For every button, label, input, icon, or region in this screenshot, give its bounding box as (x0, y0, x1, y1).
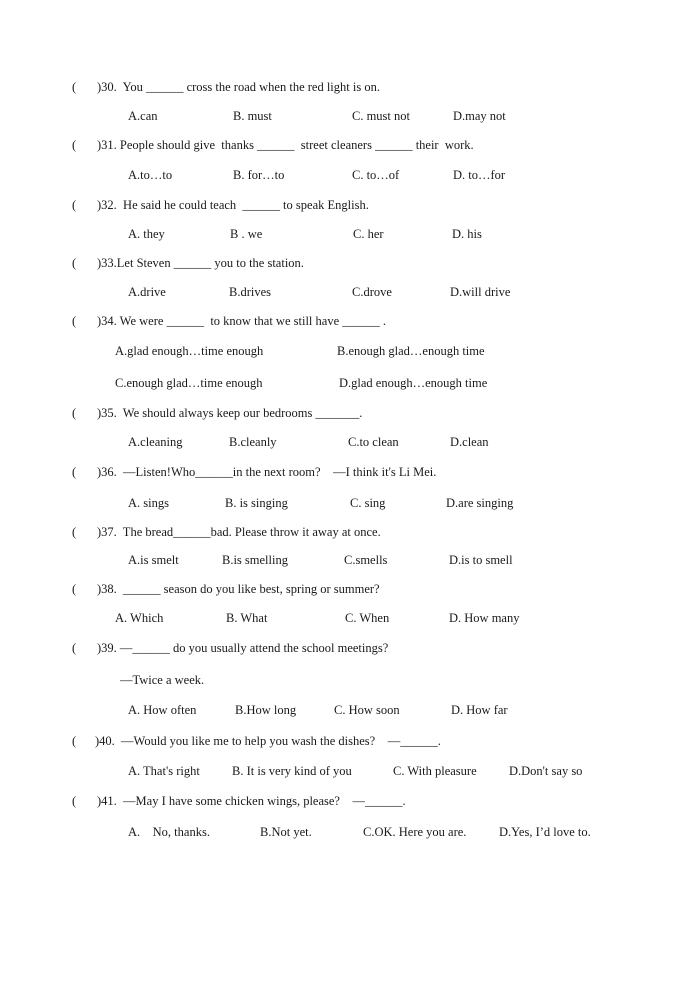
option-a: A. That's right (128, 764, 200, 778)
answer-bracket[interactable]: ( (72, 734, 77, 748)
option-c: C. sing (350, 496, 386, 510)
option-a: A.is smelt (128, 553, 179, 567)
option-b: B.is smelling (222, 553, 288, 567)
option-b: B. must (233, 109, 272, 123)
option-b: B.How long (235, 703, 297, 717)
question-stem: )37. The bread______bad. Please throw it away at once. (97, 525, 381, 539)
question-stem: )35. We should always keep our bedrooms _______. (97, 406, 363, 420)
answer-bracket[interactable]: ( (72, 80, 77, 94)
option-d: D.will drive (450, 285, 511, 299)
option-d: D.are singing (446, 496, 514, 510)
question-stem: )30. You ______ cross the road when the red light is on. (97, 80, 380, 94)
question-stem: )38. ______ season do you like best, spring or summer? (97, 582, 380, 596)
option-b: B. It is very kind of you (232, 764, 352, 778)
option-b: B.Not yet. (260, 825, 312, 839)
option-a: A. they (128, 227, 165, 241)
option-d: D. How far (451, 703, 508, 717)
option-a: A.drive (128, 285, 166, 299)
option-c: C.enough glad…time enough (115, 376, 263, 390)
option-c: C.to clean (348, 435, 399, 449)
question-stem: )40. —Would you like me to help you wash the dishes? —______. (95, 734, 441, 748)
option-b: B.enough glad…enough time (337, 344, 485, 358)
option-c: C. must not (352, 109, 410, 123)
option-a: A. Which (115, 611, 164, 625)
option-d: D. his (452, 227, 482, 241)
answer-bracket[interactable]: ( (72, 314, 77, 328)
answer-bracket[interactable]: ( (72, 525, 77, 539)
option-d: D.glad enough…enough time (339, 376, 488, 390)
answer-bracket[interactable]: ( (72, 794, 77, 808)
answer-bracket[interactable]: ( (72, 582, 77, 596)
option-a: A.can (128, 109, 158, 123)
option-b: B. is singing (225, 496, 288, 510)
answer-bracket[interactable]: ( (72, 198, 77, 212)
option-a: A.to…to (128, 168, 173, 182)
answer-bracket[interactable]: ( (72, 465, 77, 479)
option-d: D.Don't say so (509, 764, 583, 778)
option-d: D. How many (449, 611, 520, 625)
question-stem: )33.Let Steven ______ you to the station. (97, 256, 304, 270)
option-c: C.smells (344, 553, 388, 567)
dialogue-reply: —Twice a week. (120, 673, 205, 687)
option-a: A.glad enough…time enough (115, 344, 264, 358)
option-c: C. With pleasure (393, 764, 477, 778)
question-stem: )31. People should give thanks ______ street cleaners ______ their work. (97, 138, 474, 152)
option-b: B.cleanly (229, 435, 277, 449)
question-stem: )39. —______ do you usually attend the school meetings? (97, 641, 389, 655)
answer-bracket[interactable]: ( (72, 138, 77, 152)
answer-bracket[interactable]: ( (72, 256, 77, 270)
option-c: C.drove (352, 285, 392, 299)
option-c: C. to…of (352, 168, 400, 182)
option-c: C. How soon (334, 703, 400, 717)
answer-bracket[interactable]: ( (72, 641, 77, 655)
option-d: D.Yes, I’d love to. (499, 825, 591, 839)
option-a: A. No, thanks. (128, 825, 210, 839)
question-stem: )36. —Listen!Who______in the next room? —I think it's Li Mei. (97, 465, 437, 479)
option-b: B . we (230, 227, 263, 241)
question-stem: )34. We were ______ to know that we still have ______ . (97, 314, 386, 328)
option-b: B. What (226, 611, 268, 625)
option-b: B. for…to (233, 168, 285, 182)
question-stem: )32. He said he could teach ______ to speak English. (97, 198, 369, 212)
option-c: C. her (353, 227, 384, 241)
option-a: A. sings (128, 496, 169, 510)
option-d: D.is to smell (449, 553, 513, 567)
option-d: D.may not (453, 109, 506, 123)
answer-bracket[interactable]: ( (72, 406, 77, 420)
option-b: B.drives (229, 285, 272, 299)
option-a: A.cleaning (128, 435, 183, 449)
option-c: C. When (345, 611, 390, 625)
option-d: D. to…for (453, 168, 506, 182)
option-c: C.OK. Here you are. (363, 825, 467, 839)
option-d: D.clean (450, 435, 489, 449)
question-stem: )41. —May I have some chicken wings, please? —______. (97, 794, 406, 808)
option-a: A. How often (128, 703, 197, 717)
